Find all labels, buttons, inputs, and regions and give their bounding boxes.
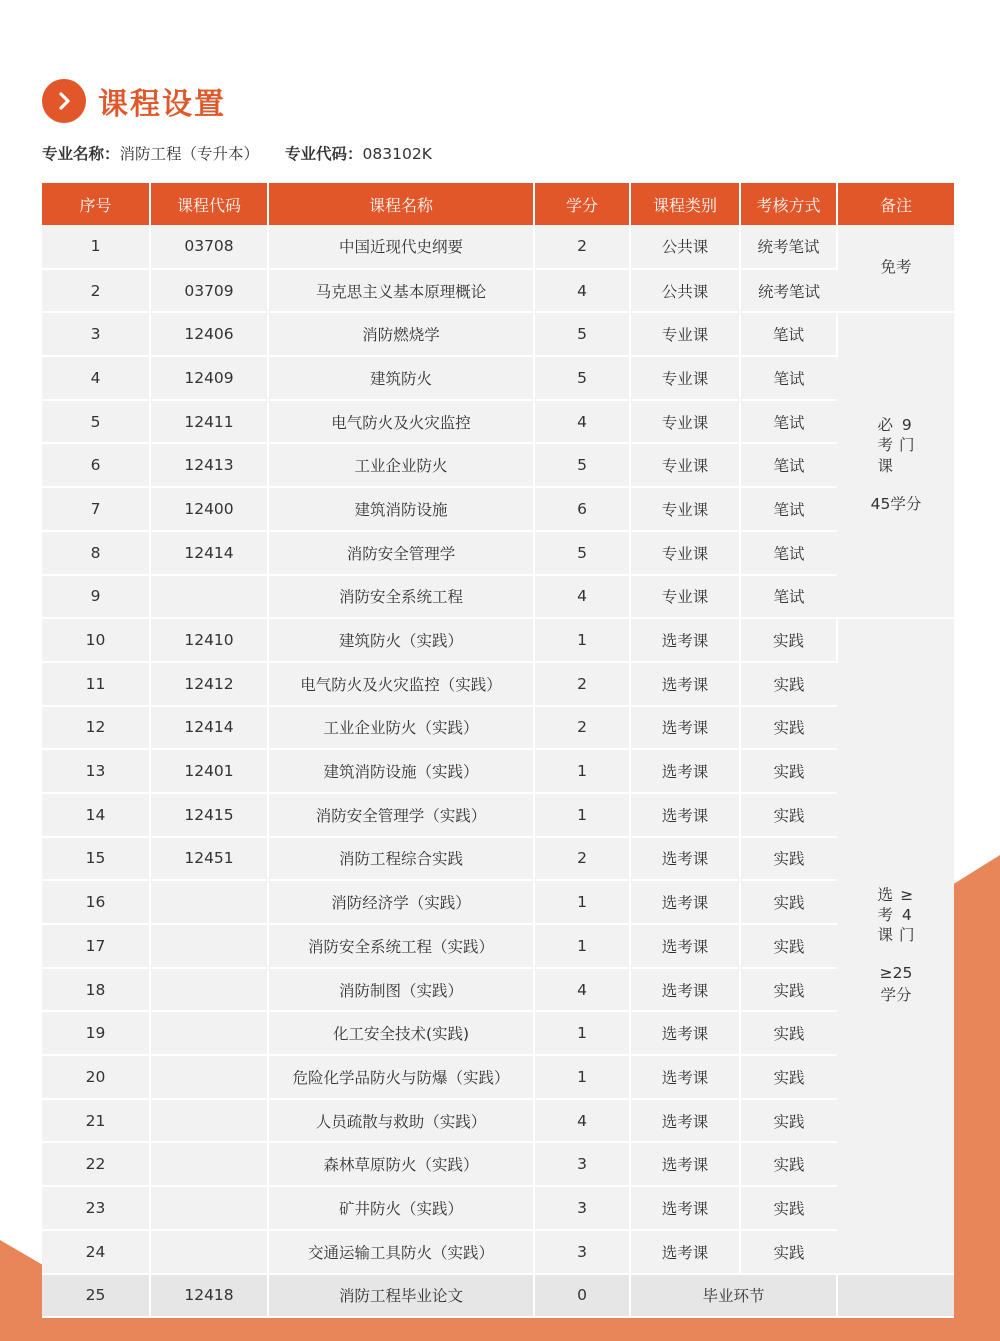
course-name: 中国近现代史纲要 [268, 225, 534, 269]
course-code [150, 880, 268, 924]
course-code: 03709 [150, 269, 268, 313]
course-code [150, 1055, 268, 1099]
exam-method: 实践 [740, 837, 837, 881]
table-row [42, 356, 954, 400]
course-code: 12409 [150, 356, 268, 400]
course-name: 消防工程综合实践 [268, 837, 534, 881]
header-cell: 备注 [837, 183, 954, 225]
note-cell-exempt [837, 225, 954, 312]
course-name: 电气防火及火灾监控（实践） [268, 662, 534, 706]
course-name: 建筑消防设施 [268, 487, 534, 531]
course-name: 消防经济学（实践） [268, 880, 534, 924]
note-required-grid [877, 415, 914, 475]
exam-method: 实践 [740, 924, 837, 968]
graduation-stage: 毕业环节 [630, 1274, 837, 1318]
section-title: 课程设置 [98, 87, 226, 122]
row-number: 18 [42, 968, 150, 1012]
exam-method: 实践 [740, 1099, 837, 1143]
course-category: 专业课 [630, 312, 740, 356]
table-row [42, 880, 954, 924]
course-category: 选考课 [630, 662, 740, 706]
course-credits: 2 [534, 662, 630, 706]
course-code: 12400 [150, 487, 268, 531]
course-category: 选考课 [630, 1142, 740, 1186]
table-row-final [42, 1274, 954, 1318]
note-credits: ≥25 [879, 964, 913, 983]
note-char: 9 [901, 416, 912, 435]
exam-method: 实践 [740, 1186, 837, 1230]
course-category: 专业课 [630, 400, 740, 444]
course-credits: 5 [534, 443, 630, 487]
note-char: 门 [899, 926, 915, 945]
note-char: 门 [899, 436, 915, 455]
course-credits: 4 [534, 1099, 630, 1143]
exam-method: 实践 [740, 618, 837, 662]
row-number: 2 [42, 269, 150, 313]
major-name-label: 专业名称： [42, 145, 120, 163]
row-number: 25 [42, 1274, 150, 1318]
course-code [150, 1142, 268, 1186]
row-number: 16 [42, 880, 150, 924]
course-code [150, 1186, 268, 1230]
exam-method: 统考笔试 [740, 225, 837, 269]
course-category: 专业课 [630, 531, 740, 575]
course-code [150, 968, 268, 1012]
note-char: ≥ [900, 885, 914, 904]
major-name-value: 消防工程（专升本） [119, 145, 260, 163]
course-credits: 0 [534, 1274, 630, 1318]
course-credits: 3 [534, 1230, 630, 1274]
course-name: 森林草原防火（实践） [268, 1142, 534, 1186]
course-code [150, 1011, 268, 1055]
course-credits: 3 [534, 1142, 630, 1186]
course-category: 选考课 [630, 618, 740, 662]
header-cell: 学分 [534, 183, 630, 225]
course-code: 03708 [150, 225, 268, 269]
table-row [42, 225, 954, 269]
course-category: 选考课 [630, 837, 740, 881]
course-category: 专业课 [630, 575, 740, 619]
table-row [42, 749, 954, 793]
course-name: 建筑防火（实践） [268, 618, 534, 662]
row-number: 3 [42, 312, 150, 356]
major-info [42, 142, 432, 164]
course-code [150, 1099, 268, 1143]
table-row [42, 575, 954, 619]
course-name: 建筑消防设施（实践） [268, 749, 534, 793]
table-row [42, 443, 954, 487]
table-body [42, 225, 954, 1317]
note-credits: 学分 [880, 986, 912, 1005]
note-char: 选 [877, 885, 893, 904]
course-category: 选考课 [630, 880, 740, 924]
course-category: 专业课 [630, 356, 740, 400]
course-code: 12413 [150, 443, 268, 487]
exam-method: 笔试 [740, 443, 837, 487]
exam-method: 实践 [740, 793, 837, 837]
row-number: 15 [42, 837, 150, 881]
course-name: 人员疏散与救助（实践） [268, 1099, 534, 1143]
course-name: 矿井防火（实践） [268, 1186, 534, 1230]
course-category: 选考课 [630, 706, 740, 750]
course-code: 12410 [150, 618, 268, 662]
note-elective [838, 885, 954, 1007]
note-required [838, 415, 954, 515]
course-credits: 2 [534, 706, 630, 750]
course-name: 交通运输工具防火（实践） [268, 1230, 534, 1274]
course-credits: 1 [534, 1055, 630, 1099]
course-credits: 6 [534, 487, 630, 531]
course-code: 12411 [150, 400, 268, 444]
row-number: 13 [42, 749, 150, 793]
table-row [42, 1186, 954, 1230]
course-category: 选考课 [630, 1055, 740, 1099]
section-header [42, 78, 226, 124]
exam-method: 笔试 [740, 575, 837, 619]
row-number: 23 [42, 1186, 150, 1230]
table-row [42, 924, 954, 968]
exam-method: 笔试 [740, 531, 837, 575]
course-code: 12412 [150, 662, 268, 706]
row-number: 11 [42, 662, 150, 706]
row-number: 5 [42, 400, 150, 444]
table-row [42, 487, 954, 531]
course-name: 消防安全管理学 [268, 531, 534, 575]
course-code: 12451 [150, 837, 268, 881]
note-cell-final [837, 1274, 954, 1318]
table-header-row [42, 183, 954, 225]
table-row [42, 531, 954, 575]
course-credits: 4 [534, 269, 630, 313]
course-name: 化工安全技术(实践) [268, 1011, 534, 1055]
course-code [150, 1230, 268, 1274]
table-row [42, 706, 954, 750]
course-code: 12414 [150, 531, 268, 575]
course-credits: 5 [534, 531, 630, 575]
course-code [150, 924, 268, 968]
course-credits: 4 [534, 575, 630, 619]
exam-method: 实践 [740, 1230, 837, 1274]
exam-method: 统考笔试 [740, 269, 837, 313]
exam-method: 实践 [740, 706, 837, 750]
major-code-value: 083102K [362, 145, 432, 163]
note-cell-required [837, 312, 954, 618]
note-char: 考 [877, 906, 893, 925]
course-name: 消防制图（实践） [268, 968, 534, 1012]
header-cell: 课程代码 [150, 183, 268, 225]
row-number: 4 [42, 356, 150, 400]
course-credits: 2 [534, 225, 630, 269]
course-category: 选考课 [630, 793, 740, 837]
course-code: 12418 [150, 1274, 268, 1318]
row-number: 24 [42, 1230, 150, 1274]
table-row [42, 968, 954, 1012]
course-code: 12401 [150, 749, 268, 793]
course-code: 12414 [150, 706, 268, 750]
exam-method: 实践 [740, 662, 837, 706]
exam-method: 笔试 [740, 400, 837, 444]
course-name: 工业企业防火 [268, 443, 534, 487]
exam-method: 实践 [740, 880, 837, 924]
course-category: 选考课 [630, 1230, 740, 1274]
row-number: 8 [42, 531, 150, 575]
course-credits: 5 [534, 356, 630, 400]
row-number: 7 [42, 487, 150, 531]
major-code-label: 专业代码： [285, 145, 363, 163]
table-row [42, 662, 954, 706]
note-char: 考 [877, 436, 893, 455]
note-elective-grid [877, 885, 914, 945]
note-char: 4 [901, 906, 912, 925]
course-credits: 1 [534, 793, 630, 837]
course-credits: 1 [534, 1011, 630, 1055]
course-name: 工业企业防火（实践） [268, 706, 534, 750]
course-category: 公共课 [630, 225, 740, 269]
row-number: 1 [42, 225, 150, 269]
course-category: 选考课 [630, 968, 740, 1012]
course-name: 消防安全系统工程（实践） [268, 924, 534, 968]
note-text: 免考 [880, 258, 912, 277]
row-number: 19 [42, 1011, 150, 1055]
table-row [42, 618, 954, 662]
course-category: 专业课 [630, 443, 740, 487]
row-number: 12 [42, 706, 150, 750]
table-row [42, 269, 954, 313]
exam-method: 实践 [740, 1011, 837, 1055]
course-category: 选考课 [630, 1011, 740, 1055]
exam-method: 笔试 [740, 487, 837, 531]
row-number: 14 [42, 793, 150, 837]
course-category: 公共课 [630, 269, 740, 313]
course-code: 12415 [150, 793, 268, 837]
course-category: 选考课 [630, 924, 740, 968]
course-credits: 1 [534, 749, 630, 793]
course-name: 消防工程毕业论文 [268, 1274, 534, 1318]
table-row [42, 1099, 954, 1143]
table-row [42, 400, 954, 444]
exam-method: 笔试 [740, 356, 837, 400]
row-number: 6 [42, 443, 150, 487]
table-row [42, 1055, 954, 1099]
table-row [42, 1230, 954, 1274]
header-cell: 课程名称 [268, 183, 534, 225]
table-row [42, 793, 954, 837]
course-credits: 1 [534, 618, 630, 662]
course-name: 马克思主义基本原理概论 [268, 269, 534, 313]
header-cell: 序号 [42, 183, 150, 225]
row-number: 10 [42, 618, 150, 662]
course-code [150, 575, 268, 619]
course-name: 建筑防火 [268, 356, 534, 400]
note-char [899, 456, 915, 476]
course-category: 选考课 [630, 1099, 740, 1143]
course-code: 12406 [150, 312, 268, 356]
table-row [42, 312, 954, 356]
course-name: 电气防火及火灾监控 [268, 400, 534, 444]
course-category: 选考课 [630, 749, 740, 793]
exam-method: 实践 [740, 749, 837, 793]
row-number: 9 [42, 575, 150, 619]
course-name: 消防安全系统工程 [268, 575, 534, 619]
table-row [42, 1142, 954, 1186]
course-name: 消防安全管理学（实践） [268, 793, 534, 837]
course-category: 专业课 [630, 487, 740, 531]
course-credits: 4 [534, 968, 630, 1012]
note-credits: 45学分 [870, 494, 922, 513]
note-char: 必 [877, 416, 893, 435]
course-credits: 2 [534, 837, 630, 881]
course-credits: 5 [534, 312, 630, 356]
course-category: 选考课 [630, 1186, 740, 1230]
exam-method: 笔试 [740, 312, 837, 356]
exam-method: 实践 [740, 1055, 837, 1099]
exam-method: 实践 [740, 1142, 837, 1186]
course-table [42, 183, 954, 1318]
course-name: 危险化学品防火与防爆（实践） [268, 1055, 534, 1099]
row-number: 21 [42, 1099, 150, 1143]
row-number: 17 [42, 924, 150, 968]
note-char: 课 [877, 456, 893, 475]
course-credits: 3 [534, 1186, 630, 1230]
table-row [42, 837, 954, 881]
note-cell-elective [837, 618, 954, 1273]
header-cell: 课程类别 [630, 183, 740, 225]
chevron-right-icon [42, 79, 86, 123]
course-credits: 1 [534, 880, 630, 924]
exam-method: 实践 [740, 968, 837, 1012]
row-number: 22 [42, 1142, 150, 1186]
row-number: 20 [42, 1055, 150, 1099]
course-credits: 4 [534, 400, 630, 444]
note-char: 课 [877, 926, 893, 945]
header-cell: 考核方式 [740, 183, 837, 225]
course-credits: 1 [534, 924, 630, 968]
course-name: 消防燃烧学 [268, 312, 534, 356]
table-row [42, 1011, 954, 1055]
